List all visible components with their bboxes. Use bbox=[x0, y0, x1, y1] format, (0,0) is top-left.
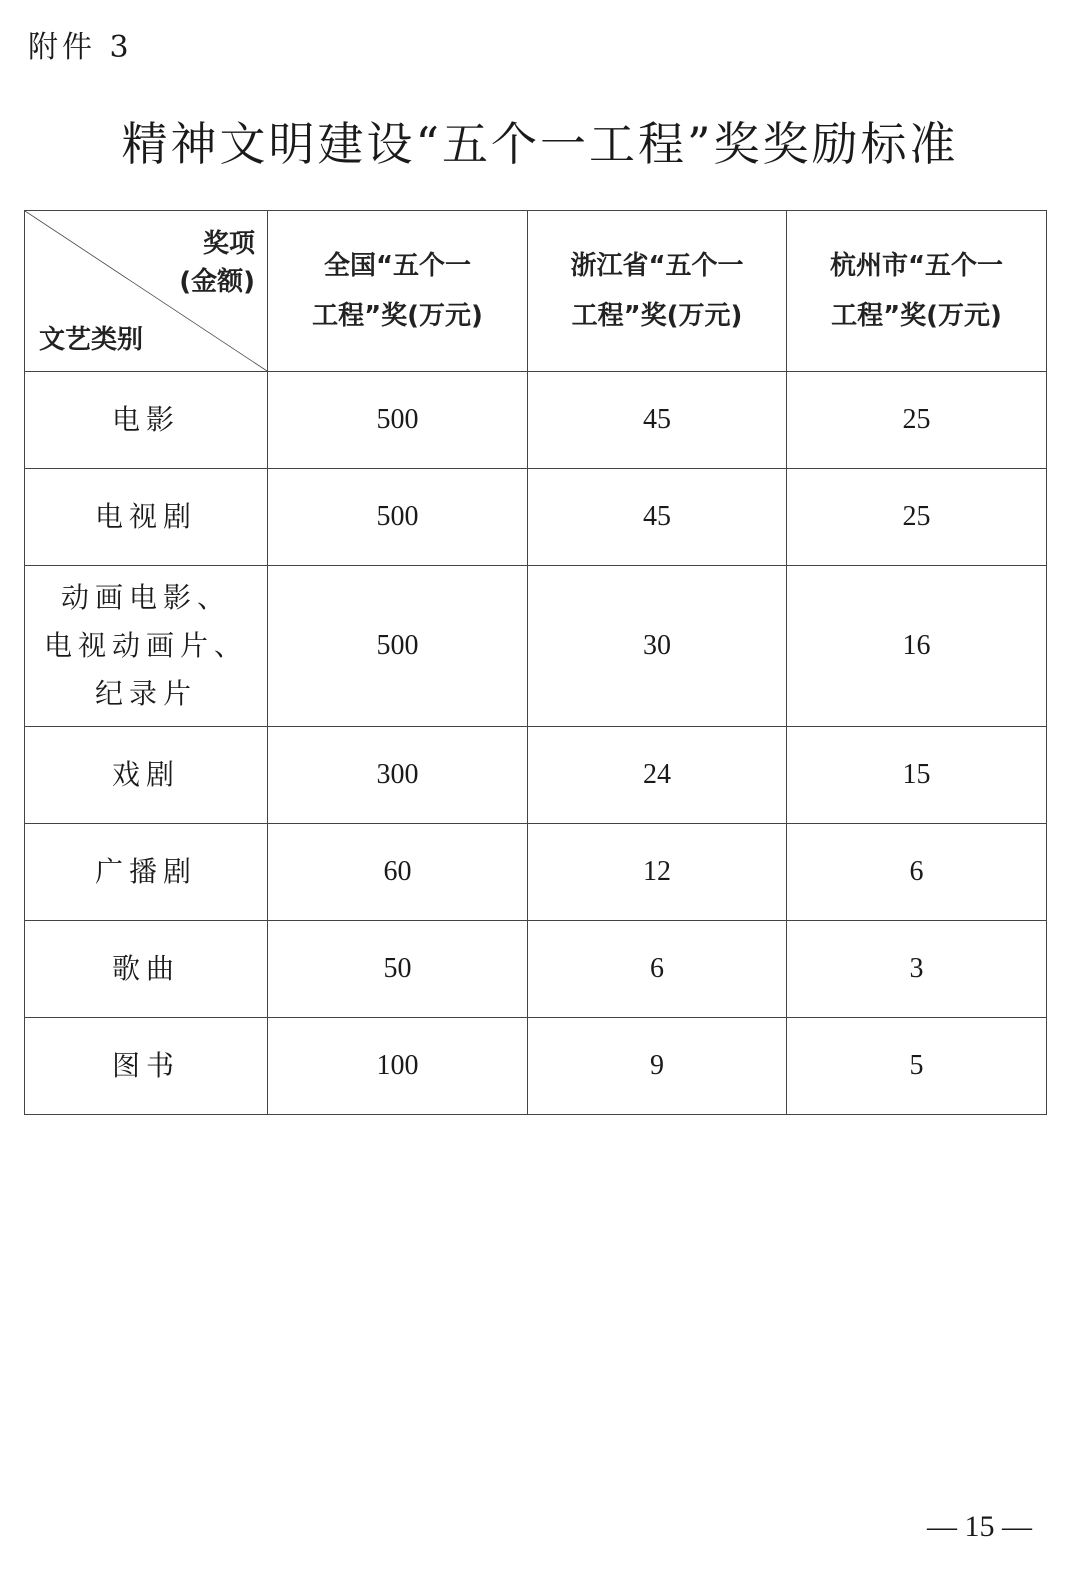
national-amount-cell: 500 bbox=[268, 469, 528, 566]
hangzhou-amount-cell: 25 bbox=[787, 372, 1047, 469]
table-row bbox=[25, 469, 1047, 566]
hangzhou-amount-cell: 3 bbox=[787, 921, 1047, 1018]
category-label-line3: 纪录片 bbox=[94, 677, 197, 710]
table-header-row bbox=[25, 211, 1047, 372]
column-header-line2: 工程”奖(万元) bbox=[571, 301, 743, 331]
column-header-line1: 杭州市“五个一 bbox=[829, 251, 1004, 281]
table-row bbox=[25, 727, 1047, 824]
page-title: 精神文明建设“五个一工程”奖奖励标准 bbox=[121, 117, 959, 171]
zhejiang-amount-cell: 6 bbox=[528, 921, 787, 1018]
category-cell bbox=[25, 921, 268, 1018]
column-header-hangzhou bbox=[787, 211, 1047, 372]
category-label: 电视剧 bbox=[94, 500, 197, 533]
category-label: 广播剧 bbox=[94, 855, 197, 888]
table-row bbox=[25, 566, 1047, 727]
hangzhou-amount-cell: 6 bbox=[787, 824, 1047, 921]
category-cell bbox=[25, 824, 268, 921]
reward-standard-table bbox=[24, 210, 1047, 1115]
table-row bbox=[25, 1018, 1047, 1115]
category-label: 戏剧 bbox=[111, 758, 180, 791]
zhejiang-amount-cell: 45 bbox=[528, 372, 787, 469]
national-amount-cell: 60 bbox=[268, 824, 528, 921]
attachment-label: 附件 3 bbox=[28, 30, 133, 65]
column-header-line1: 浙江省“五个一 bbox=[570, 251, 744, 281]
zhejiang-amount-cell: 24 bbox=[528, 727, 787, 824]
column-header-line2: 工程”奖(万元) bbox=[312, 301, 483, 331]
column-header-national bbox=[268, 211, 528, 372]
national-amount-cell: 300 bbox=[268, 727, 528, 824]
national-amount-cell: 500 bbox=[268, 372, 528, 469]
category-label: 歌曲 bbox=[111, 952, 180, 985]
table-row bbox=[25, 921, 1047, 1018]
table-row bbox=[25, 372, 1047, 469]
category-cell bbox=[25, 469, 268, 566]
corner-header-cell bbox=[25, 211, 268, 372]
national-amount-cell: 50 bbox=[268, 921, 528, 1018]
hangzhou-amount-cell: 15 bbox=[787, 727, 1047, 824]
zhejiang-amount-cell: 45 bbox=[528, 469, 787, 566]
zhejiang-amount-cell: 9 bbox=[528, 1018, 787, 1115]
national-amount-cell: 100 bbox=[268, 1018, 528, 1115]
category-label-line1: 动画电影、 bbox=[60, 581, 231, 614]
category-label: 图书 bbox=[111, 1049, 180, 1082]
category-cell bbox=[25, 566, 268, 727]
page-number: — 15 — bbox=[927, 1510, 1032, 1543]
category-cell bbox=[25, 727, 268, 824]
national-amount-cell: 500 bbox=[268, 566, 528, 727]
category-label-line2: 电视动画片、 bbox=[43, 629, 248, 662]
corner-award-line2: (金额) bbox=[179, 267, 255, 297]
category-label: 电影 bbox=[111, 403, 180, 436]
zhejiang-amount-cell: 30 bbox=[528, 566, 787, 727]
zhejiang-amount-cell: 12 bbox=[528, 824, 787, 921]
hangzhou-amount-cell: 16 bbox=[787, 566, 1047, 727]
corner-award-label bbox=[179, 225, 255, 301]
category-cell bbox=[25, 372, 268, 469]
corner-category-label: 文艺类别 bbox=[39, 325, 144, 355]
hangzhou-amount-cell: 25 bbox=[787, 469, 1047, 566]
column-header-line1: 全国“五个一 bbox=[323, 251, 472, 281]
hangzhou-amount-cell: 5 bbox=[787, 1018, 1047, 1115]
column-header-zhejiang bbox=[528, 211, 787, 372]
category-cell bbox=[25, 1018, 268, 1115]
corner-award-line1: 奖项 bbox=[202, 229, 255, 259]
table-row bbox=[25, 824, 1047, 921]
column-header-line2: 工程”奖(万元) bbox=[831, 301, 1002, 331]
